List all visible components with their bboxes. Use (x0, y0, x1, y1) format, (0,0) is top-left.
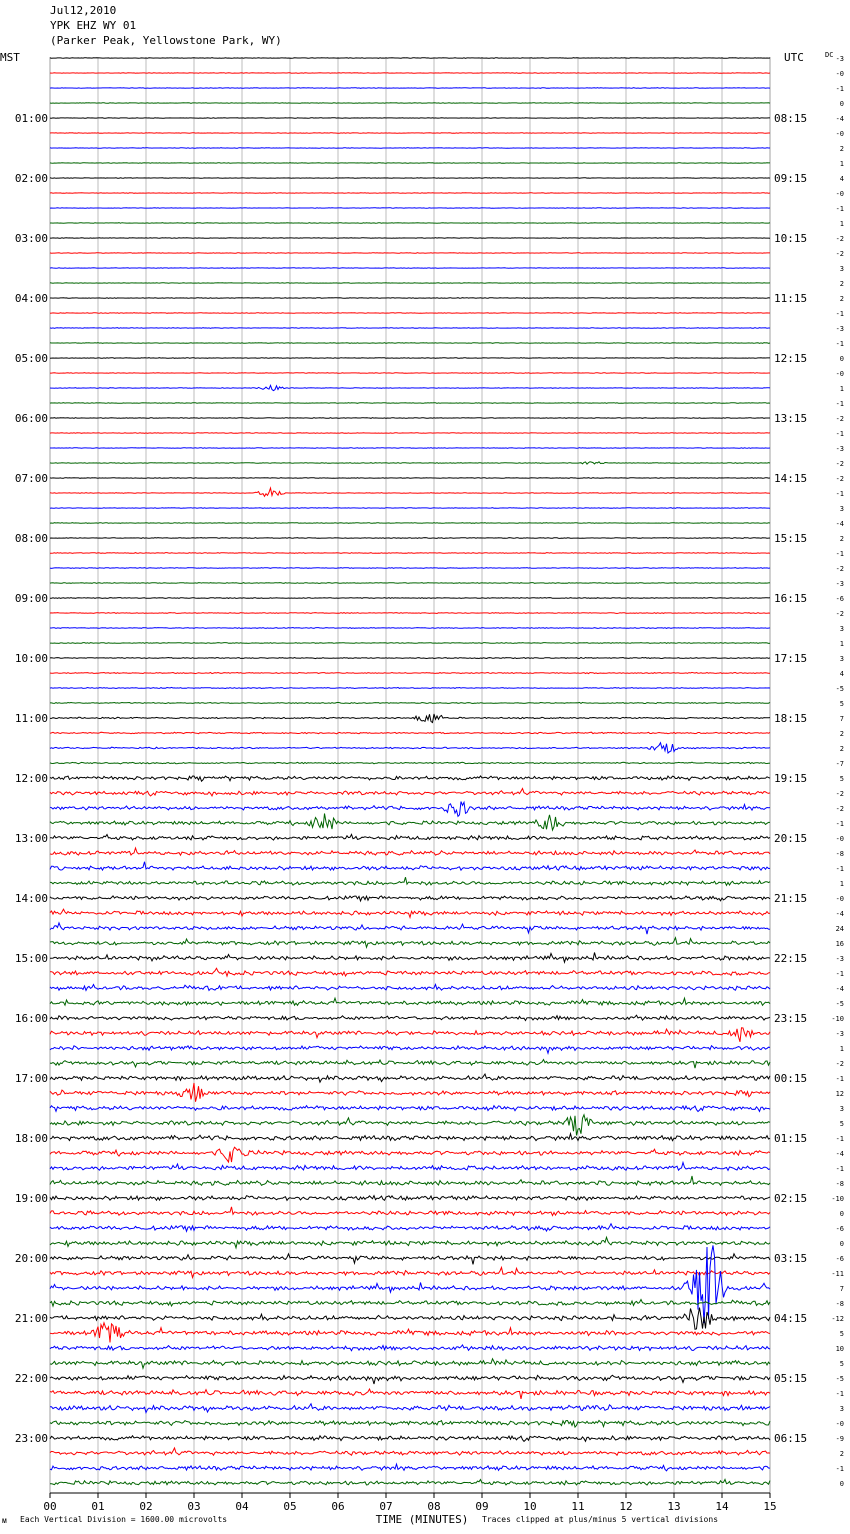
dc-offset-label: 7 (839, 715, 844, 723)
utc-hour-label: 02:15 (774, 1192, 808, 1205)
mst-hour-label: 08:00 (14, 532, 48, 545)
dc-offset-label: -3 (835, 55, 844, 63)
x-tick-label: 12 (619, 1500, 633, 1513)
dc-offset-label: -1 (835, 430, 844, 438)
trace-row-92 (50, 1421, 770, 1428)
dc-offset-label: 2 (839, 295, 844, 303)
x-tick-label: 04 (235, 1500, 249, 1513)
trace-row-27 (50, 448, 770, 449)
dc-offset-label: -6 (835, 595, 844, 603)
trace-row-47 (50, 743, 770, 753)
mst-hour-label: 16:00 (14, 1012, 48, 1025)
trace-row-38 (50, 613, 770, 614)
trace-row-18 (50, 313, 770, 314)
trace-row-77 (50, 1196, 770, 1201)
dc-offset-label: -4 (835, 520, 844, 528)
mst-hour-label: 20:00 (14, 1252, 48, 1265)
trace-row-65 (50, 1015, 770, 1020)
mst-hour-label: 14:00 (14, 892, 48, 905)
trace-row-60 (50, 938, 770, 948)
dc-offset-label: -1 (835, 970, 844, 978)
utc-axis-label: UTC (784, 51, 804, 64)
utc-hour-label: 00:15 (774, 1072, 808, 1085)
trace-row-55 (50, 862, 770, 871)
trace-row-48 (50, 762, 770, 764)
trace-row-49 (50, 776, 770, 781)
dc-offset-label: -8 (835, 850, 844, 858)
mst-hour-label: 12:00 (14, 772, 48, 785)
dc-offset-label: -1 (835, 400, 844, 408)
dc-offset-label: -2 (835, 565, 844, 573)
dc-offset-label: 2 (839, 535, 844, 543)
trace-row-54 (50, 848, 770, 855)
utc-hour-label: 14:15 (774, 472, 808, 485)
x-tick-label: 01 (91, 1500, 105, 1513)
dc-offset-label: 2 (839, 730, 844, 738)
dc-offset-label: -2 (835, 235, 844, 243)
trace-row-87 (50, 1345, 770, 1351)
x-tick-label: 08 (427, 1500, 441, 1513)
trace-row-2 (50, 73, 770, 74)
mst-hour-label: 10:00 (14, 652, 48, 665)
dc-offset-label: -8 (835, 1300, 844, 1308)
trace-row-96 (50, 1479, 770, 1485)
trace-row-70 (50, 1083, 770, 1102)
trace-row-56 (50, 877, 770, 885)
dc-offset-label: -2 (835, 610, 844, 618)
dc-offset-label: -10 (831, 1195, 844, 1203)
dc-offset-label: -1 (835, 85, 844, 93)
header-station: YPK EHZ WY 01 (50, 19, 137, 32)
dc-offset-label: 1 (839, 220, 844, 228)
dc-offset-label: -3 (835, 580, 844, 588)
utc-hour-label: 18:15 (774, 712, 808, 725)
trace-row-39 (50, 628, 770, 629)
dc-offset-label: 12 (835, 1090, 844, 1098)
dc-offset-label: -11 (831, 1270, 844, 1278)
trace-row-13 (50, 238, 770, 239)
utc-hour-label: 15:15 (774, 532, 808, 545)
utc-hour-label: 17:15 (774, 652, 808, 665)
trace-row-35 (50, 568, 770, 569)
trace-row-46 (50, 732, 770, 734)
mst-hour-label: 07:00 (14, 472, 48, 485)
trace-row-68 (50, 1060, 770, 1069)
trace-row-89 (50, 1375, 770, 1384)
trace-row-79 (50, 1224, 770, 1232)
trace-row-81 (50, 1254, 770, 1265)
dc-offset-label: -9 (835, 1435, 844, 1443)
trace-row-72 (50, 1115, 770, 1136)
trace-row-42 (50, 672, 770, 673)
utc-hour-label: 16:15 (774, 592, 808, 605)
trace-row-78 (50, 1207, 770, 1216)
utc-hour-label: 05:15 (774, 1372, 808, 1385)
dc-offset-label: -2 (835, 415, 844, 423)
mst-hour-label: 05:00 (14, 352, 48, 365)
trace-row-32 (50, 523, 770, 524)
dc-offset-label: 5 (839, 700, 844, 708)
trace-row-28 (50, 462, 770, 464)
trace-row-90 (50, 1389, 770, 1399)
dc-offset-label: -1 (835, 550, 844, 558)
dc-offset-label: -0 (835, 895, 844, 903)
dc-offset-label: -1 (835, 1135, 844, 1143)
x-axis-title: TIME (MINUTES) (375, 1513, 469, 1526)
mst-hour-label: 22:00 (14, 1372, 48, 1385)
dc-label: DC (825, 51, 834, 59)
trace-row-76 (50, 1176, 770, 1185)
dc-offset-label: 1 (839, 1045, 844, 1053)
dc-offset-label: -1 (835, 340, 844, 348)
trace-row-84 (50, 1300, 770, 1307)
trace-row-22 (50, 373, 770, 374)
x-tick-label: 07 (379, 1500, 393, 1513)
trace-row-10 (50, 193, 770, 194)
utc-hour-label: 10:15 (774, 232, 808, 245)
x-tick-label: 03 (187, 1500, 201, 1513)
trace-row-9 (50, 178, 770, 179)
mst-hour-label: 17:00 (14, 1072, 48, 1085)
dc-offset-label: -3 (835, 1030, 844, 1038)
dc-offset-label: -1 (835, 205, 844, 213)
dc-offset-label: -1 (835, 1075, 844, 1083)
trace-row-11 (50, 208, 770, 209)
trace-row-43 (50, 687, 770, 688)
mst-hour-label: 21:00 (14, 1312, 48, 1325)
header-location: (Parker Peak, Yellowstone Park, WY) (50, 34, 282, 47)
trace-row-82 (50, 1267, 770, 1277)
x-tick-label: 06 (331, 1500, 345, 1513)
dc-offset-label: 3 (839, 625, 844, 633)
seismic-traces (50, 58, 770, 1485)
dc-offset-label: -2 (835, 460, 844, 468)
mst-hour-label: 18:00 (14, 1132, 48, 1145)
trace-row-3 (50, 88, 770, 89)
dc-offset-label: 1 (839, 385, 844, 393)
dc-offset-label: 0 (839, 1480, 844, 1488)
utc-hour-label: 08:15 (774, 112, 808, 125)
dc-offset-label: 4 (839, 670, 844, 678)
footer-clipping-note: Traces clipped at plus/minus 5 vertical divisions (482, 1515, 719, 1524)
dc-offset-label: -12 (831, 1315, 844, 1323)
mst-hour-label: 11:00 (14, 712, 48, 725)
utc-hour-label: 03:15 (774, 1252, 808, 1265)
trace-row-7 (50, 148, 770, 149)
dc-offset-label: -2 (835, 475, 844, 483)
utc-hour-label: 23:15 (774, 1012, 808, 1025)
dc-offset-label: -0 (835, 370, 844, 378)
trace-row-71 (50, 1106, 770, 1112)
utc-hour-label: 09:15 (774, 172, 808, 185)
trace-row-58 (50, 909, 770, 917)
trace-row-8 (50, 163, 770, 164)
mst-hour-label: 19:00 (14, 1192, 48, 1205)
dc-offset-label: -0 (835, 835, 844, 843)
mst-hour-label: 13:00 (14, 832, 48, 845)
x-tick-label: 09 (475, 1500, 489, 1513)
x-tick-label: 05 (283, 1500, 297, 1513)
trace-row-75 (50, 1163, 770, 1171)
trace-row-50 (50, 789, 770, 797)
trace-row-41 (50, 658, 770, 659)
trace-row-91 (50, 1404, 770, 1413)
trace-row-66 (50, 1028, 770, 1042)
trace-row-51 (50, 802, 770, 817)
footer-mark: ᴍ (2, 1516, 7, 1525)
trace-row-17 (50, 298, 770, 299)
trace-row-94 (50, 1448, 770, 1455)
dc-offset-label: -4 (835, 1150, 844, 1158)
dc-offset-label: 3 (839, 265, 844, 273)
dc-offset-label: 3 (839, 655, 844, 663)
trace-row-33 (50, 538, 770, 539)
dc-offset-label: -5 (835, 1000, 844, 1008)
trace-row-88 (50, 1359, 770, 1368)
dc-offset-label: -2 (835, 805, 844, 813)
trace-row-45 (50, 714, 770, 723)
dc-offset-label: 0 (839, 100, 844, 108)
trace-row-30 (50, 488, 770, 496)
trace-row-57 (50, 896, 770, 901)
dc-offset-label: -1 (835, 1390, 844, 1398)
mst-hour-label: 23:00 (14, 1432, 48, 1445)
trace-row-93 (50, 1436, 770, 1442)
dc-offset-label: -0 (835, 190, 844, 198)
x-tick-label: 02 (139, 1500, 153, 1513)
trace-row-24 (50, 403, 770, 404)
trace-row-4 (50, 103, 770, 104)
dc-offset-label: 2 (839, 145, 844, 153)
trace-row-80 (50, 1237, 770, 1248)
trace-row-21 (50, 358, 770, 359)
dc-offset-label: -1 (835, 865, 844, 873)
dc-offset-label: 24 (835, 925, 844, 933)
mst-hour-label: 01:00 (14, 112, 48, 125)
utc-hour-label: 20:15 (774, 832, 808, 845)
utc-hour-label: 22:15 (774, 952, 808, 965)
dc-offset-label: 5 (839, 1360, 844, 1368)
trace-row-53 (50, 834, 770, 840)
utc-hour-label: 13:15 (774, 412, 808, 425)
x-tick-label: 14 (715, 1500, 729, 1513)
trace-row-67 (50, 1046, 770, 1054)
dc-offset-label: -2 (835, 250, 844, 258)
dc-offset-label: -5 (835, 685, 844, 693)
trace-row-16 (50, 283, 770, 284)
dc-offset-label: -5 (835, 1375, 844, 1383)
x-tick-label: 00 (43, 1500, 57, 1513)
mst-hour-label: 02:00 (14, 172, 48, 185)
dc-offset-label: 7 (839, 1285, 844, 1293)
dc-offset-label: 4 (839, 175, 844, 183)
dc-offset-label: 3 (839, 1105, 844, 1113)
header-date: Jul12,2010 (50, 4, 117, 17)
dc-offset-label: 10 (835, 1345, 844, 1353)
dc-offset-label: -3 (835, 445, 844, 453)
mst-hour-label: 09:00 (14, 592, 48, 605)
trace-row-61 (50, 953, 770, 963)
trace-row-95 (50, 1464, 770, 1471)
mst-hour-label: 04:00 (14, 292, 48, 305)
dc-offset-label: 1 (839, 160, 844, 168)
utc-hour-label: 04:15 (774, 1312, 808, 1325)
utc-hour-label: 11:15 (774, 292, 808, 305)
trace-row-44 (50, 702, 770, 703)
axis-labels (15, 55, 844, 1513)
mst-hour-label: 06:00 (14, 412, 48, 425)
trace-row-14 (50, 253, 770, 254)
x-tick-label: 15 (763, 1500, 777, 1513)
dc-offset-label: -2 (835, 1060, 844, 1068)
dc-offset-label: 0 (839, 355, 844, 363)
dc-offset-label: 5 (839, 1330, 844, 1338)
dc-offset-label: -6 (835, 1225, 844, 1233)
dc-offset-label: -7 (835, 760, 844, 768)
dc-offset-label: -6 (835, 1255, 844, 1263)
dc-offset-label: -1 (835, 1165, 844, 1173)
dc-offset-label: -1 (835, 820, 844, 828)
trace-row-6 (50, 133, 770, 134)
mst-hour-label: 03:00 (14, 232, 48, 245)
dc-offset-label: 0 (839, 1210, 844, 1218)
trace-row-19 (50, 328, 770, 329)
utc-hour-label: 12:15 (774, 352, 808, 365)
dc-offset-label: 2 (839, 745, 844, 753)
dc-offset-label: -3 (835, 955, 844, 963)
dc-offset-label: 1 (839, 880, 844, 888)
dc-offset-label: 3 (839, 1405, 844, 1413)
trace-row-85 (50, 1308, 770, 1330)
dc-offset-label: 2 (839, 1450, 844, 1458)
dc-offset-label: -4 (835, 115, 844, 123)
trace-row-86 (50, 1323, 770, 1343)
dc-offset-label: 5 (839, 775, 844, 783)
trace-row-15 (50, 268, 770, 269)
dc-offset-label: -4 (835, 910, 844, 918)
trace-row-37 (50, 598, 770, 599)
trace-row-23 (50, 385, 770, 390)
dc-offset-label: 2 (839, 280, 844, 288)
footer-vertical-division: Each Vertical Division = 1600.00 microvolts (20, 1515, 228, 1524)
utc-hour-label: 19:15 (774, 772, 808, 785)
trace-row-29 (50, 478, 770, 479)
dc-offset-label: 5 (839, 1120, 844, 1128)
trace-row-69 (50, 1074, 770, 1082)
trace-row-20 (50, 343, 770, 344)
dc-offset-label: -2 (835, 790, 844, 798)
trace-row-31 (50, 508, 770, 509)
dc-offset-label: 1 (839, 640, 844, 648)
utc-hour-label: 01:15 (774, 1132, 808, 1145)
dc-offset-label: -1 (835, 1465, 844, 1473)
x-tick-label: 10 (523, 1500, 537, 1513)
dc-offset-label: -0 (835, 1420, 844, 1428)
mst-axis-label: MST (0, 51, 20, 64)
trace-row-12 (50, 223, 770, 224)
dc-offset-label: -4 (835, 985, 844, 993)
x-tick-label: 13 (667, 1500, 681, 1513)
trace-row-36 (50, 583, 770, 584)
dc-offset-label: 16 (835, 940, 844, 948)
trace-row-59 (50, 923, 770, 934)
dc-offset-label: -8 (835, 1180, 844, 1188)
dc-offset-label: -3 (835, 325, 844, 333)
dc-offset-label: -0 (835, 70, 844, 78)
trace-row-40 (50, 643, 770, 644)
x-tick-label: 11 (571, 1500, 585, 1513)
utc-hour-label: 21:15 (774, 892, 808, 905)
trace-row-62 (50, 968, 770, 976)
trace-row-63 (50, 985, 770, 991)
dc-offset-label: -0 (835, 130, 844, 138)
trace-row-25 (50, 418, 770, 419)
dc-offset-label: -1 (835, 490, 844, 498)
dc-offset-label: 3 (839, 505, 844, 513)
trace-row-52 (50, 814, 770, 831)
utc-hour-label: 06:15 (774, 1432, 808, 1445)
trace-row-26 (50, 433, 770, 434)
mst-hour-label: 15:00 (14, 952, 48, 965)
trace-row-5 (50, 118, 770, 119)
trace-row-73 (50, 1134, 770, 1141)
dc-offset-label: 0 (839, 1240, 844, 1248)
trace-row-74 (50, 1147, 770, 1162)
trace-row-34 (50, 553, 770, 554)
dc-offset-label: -1 (835, 310, 844, 318)
trace-row-1 (50, 58, 770, 59)
dc-offset-label: -10 (831, 1015, 844, 1023)
trace-row-64 (50, 998, 770, 1005)
